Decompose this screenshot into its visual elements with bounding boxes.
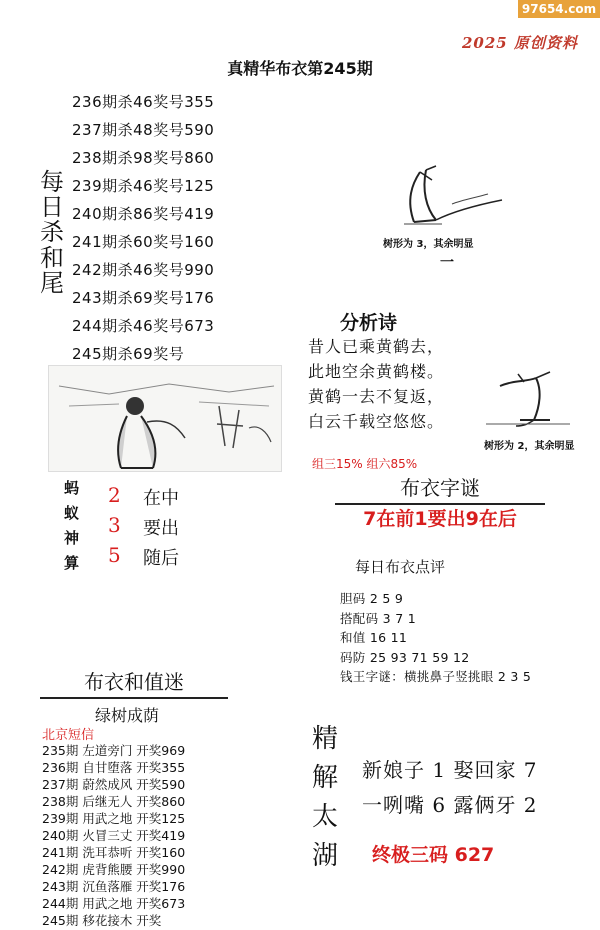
list-item: 236期 自甘堕落 开奖355 xyxy=(42,760,186,775)
kill-row: 245期杀69奖号 xyxy=(72,345,185,363)
ant-label-char: 蚁 xyxy=(64,504,80,522)
kill-heading-char: 杀 xyxy=(40,218,64,247)
kill-row: 239期杀46奖号125 xyxy=(72,177,215,195)
brand-label: 2025 原创资料 xyxy=(462,34,578,52)
ant-label-char: 蚂 xyxy=(64,479,80,497)
poem-line: 白云千载空悠悠。 xyxy=(308,412,445,431)
kill-row: 237期杀48奖号590 xyxy=(72,121,215,139)
ant-label xyxy=(64,476,79,576)
review-line: 胆码 2 5 9 xyxy=(340,591,404,606)
list-item: 243期 沉鱼落雁 开奖176 xyxy=(42,879,186,894)
riddle-answer: 7在前1要出9在后 xyxy=(363,508,517,530)
list-item: 244期 用武之地 开奖673 xyxy=(42,896,186,911)
tree-dash: 一 xyxy=(440,255,454,271)
review-title: 每日布衣点评 xyxy=(355,558,446,576)
ant-text: 在中 xyxy=(143,488,179,509)
kill-heading-char: 日 xyxy=(40,193,64,222)
ant-text: 随后 xyxy=(143,548,179,569)
page-title: 真精华布衣第245期 xyxy=(227,59,373,78)
kill-row: 243期杀69奖号176 xyxy=(72,289,215,307)
ant-texts xyxy=(143,484,179,574)
kill-row: 240期杀86奖号419 xyxy=(72,205,215,223)
list-item: 237期 蔚然成风 开奖590 xyxy=(42,777,186,792)
kill-row: 236期杀46奖号355 xyxy=(72,93,215,111)
list-item: 240期 火冒三丈 开奖419 xyxy=(42,828,186,843)
tree-sketch-1 xyxy=(392,160,512,232)
list-item: 241期 洗耳恭听 开奖160 xyxy=(42,845,186,860)
riddle-title: 布衣字谜 xyxy=(335,472,545,505)
review-line: 钱王字谜：横挑鼻子竖挑眼 2 3 5 xyxy=(340,669,532,684)
poem-line: 此地空余黄鹤楼。 xyxy=(308,362,445,381)
sum-riddle-subtitle: 绿树成荫 xyxy=(95,706,160,725)
list-item: 238期 后继无人 开奖860 xyxy=(42,794,186,809)
taihu-heading-char: 精 xyxy=(312,724,339,754)
kill-heading-char: 和 xyxy=(40,243,64,272)
ant-label-char: 神 xyxy=(64,529,80,547)
tree-caption-1: 树形为 3，其余明显 xyxy=(383,239,474,250)
poem-line: 昔人已乘黄鹤去， xyxy=(308,337,445,356)
kill-heading-char: 尾 xyxy=(40,268,64,297)
taihu-heading-char: 湖 xyxy=(312,841,339,871)
taihu-heading xyxy=(312,720,338,876)
list-item: 242期 虎背熊腰 开奖990 xyxy=(42,862,186,877)
list-item: 245期 移花接木 开奖 xyxy=(42,913,162,928)
kill-row: 244期杀46奖号673 xyxy=(72,317,215,335)
kill-list xyxy=(72,92,214,372)
review-list xyxy=(340,590,531,688)
taihu-heading-char: 太 xyxy=(312,802,339,832)
taihu-pair: 新娘子 1 娶回家 7 xyxy=(362,758,538,782)
kill-heading xyxy=(40,170,64,296)
ant-number: 2 xyxy=(108,483,121,507)
ant-label-char: 算 xyxy=(64,554,80,572)
sum-riddle-title: 布衣和值迷 xyxy=(40,666,228,699)
poem-line: 黄鹤一去不复返， xyxy=(308,387,445,406)
review-line: 码防 25 93 71 59 12 xyxy=(340,649,470,665)
review-line: 和值 16 11 xyxy=(340,630,408,645)
ant-text: 要出 xyxy=(143,518,179,539)
list-item: 239期 用武之地 开奖125 xyxy=(42,811,186,826)
site-watermark: 97654.com xyxy=(518,0,600,18)
ant-number: 5 xyxy=(108,543,121,567)
ant-number: 3 xyxy=(108,513,121,537)
tree-sketch-2 xyxy=(480,366,580,432)
kill-row: 238期杀98奖号860 xyxy=(72,149,215,167)
group-ratio: 组三15% 组六85% xyxy=(312,457,418,471)
taihu-pair: 一咧嘴 6 露俩牙 2 xyxy=(362,793,538,817)
sum-riddle-list xyxy=(42,743,185,930)
kill-row: 241期杀60奖号160 xyxy=(72,233,215,251)
poem-title: 分析诗 xyxy=(340,312,398,334)
list-item: 235期 左道旁门 开奖969 xyxy=(42,743,186,758)
final-three-codes: 终极三码 627 xyxy=(372,844,495,866)
review-line: 搭配码 3 7 1 xyxy=(340,610,416,626)
taihu-heading-char: 解 xyxy=(312,763,339,793)
tree-caption-2: 树形为 2，其余明显 xyxy=(484,441,575,452)
figure-illustration xyxy=(48,365,282,472)
kill-row: 242期杀46奖号990 xyxy=(72,261,215,279)
ant-numbers xyxy=(108,480,121,570)
poem-body xyxy=(308,336,444,436)
sum-riddle-source: 北京短信 xyxy=(42,728,95,743)
kill-heading-char: 每 xyxy=(40,168,64,196)
